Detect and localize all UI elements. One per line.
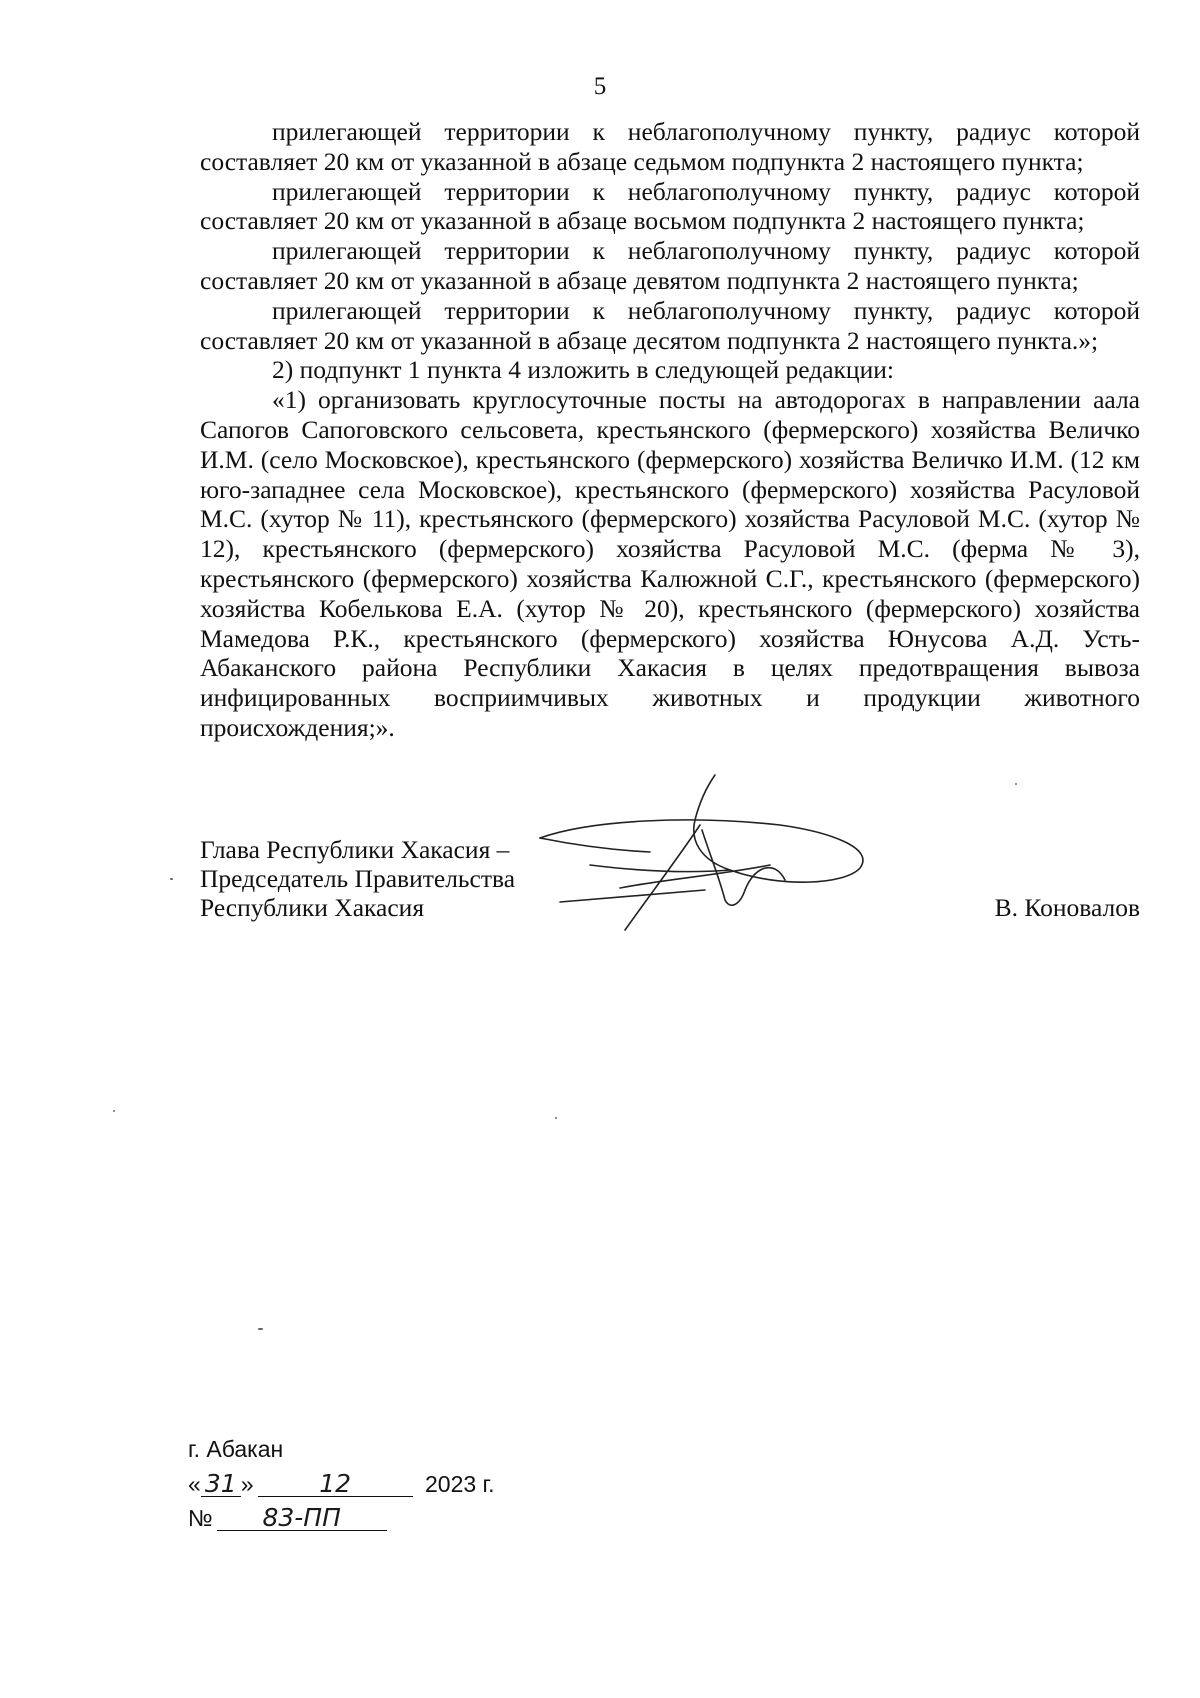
- document-number: 83-ПП: [217, 1503, 387, 1531]
- paragraph: «1) организовать круглосуточные посты на автодорогах в направлении аала Сапогов Сапоговского сельсовета, крестьянского (фермерского) хозяйства Величко И.М. (село Московское), крестьянского (фермерского) хозяйства Величко И.М. (12 км юго-западнее села Московское), крестьянского (фермерского) хозяйства Расуловой М.С. (хутор № 11), крестьянского (фермерского) хозяйства Расуловой М.С. (хутор № 12), крестьянского (фермерского) хозяйства Расуловой М.С. (ферма № 3), крестьянского (фермерского) хозяйства Калюжной С.Г., крестьянского (фермерского) хозяйства Кобелькова Е.А. (хутор № 20), крестьянского (фермерского) хозяйства Мамедова Р.К., крестьянского (фермерского) хозяйства Юнусова А.Д. Усть-Абаканского района Республики Хакасия в целях предотвращения вывоза инфицированных восприимчивых животных и продукции животного происхождения;».: [200, 385, 1140, 742]
- document-body: [200, 117, 1140, 743]
- paragraph: прилегающей территории к неблагополучному пункту, радиус которой составляет 20 км от указанной в абзаце восьмом подпункта 2 настоящего пункта;: [200, 176, 1140, 236]
- paragraph: прилегающей территории к неблагополучному пункту, радиус которой составляет 20 км от указанной в абзаце десятом подпункта 2 настоящего пункта.»;: [200, 295, 1140, 355]
- date-day: 31: [201, 1469, 241, 1497]
- city: г. Абакан: [188, 1436, 284, 1462]
- signatory-title-line: Глава Республики Хакасия –: [200, 835, 510, 864]
- signatory-title-line: Республики Хакасия: [200, 893, 425, 922]
- scan-speck: [170, 878, 173, 880]
- signer-name: В. Коновалов: [994, 893, 1140, 922]
- scan-speck: [555, 1117, 557, 1119]
- place-row: [188, 1435, 495, 1469]
- number-sign: №: [188, 1505, 213, 1531]
- date-month: 12: [258, 1469, 413, 1497]
- quote-open: «: [188, 1471, 201, 1497]
- signatory-title: [200, 835, 515, 922]
- date-row: [188, 1469, 495, 1503]
- place-date-block: [188, 1435, 495, 1537]
- handwritten-signature: [530, 770, 880, 945]
- scan-speck: [113, 1110, 115, 1112]
- scan-speck: [1015, 783, 1017, 785]
- signatory-title-line: Председатель Правительства: [200, 864, 516, 893]
- scan-speck: [258, 1328, 263, 1330]
- date-year: 2023 г.: [424, 1471, 495, 1497]
- quote-close: »: [240, 1471, 254, 1497]
- number-row: [188, 1503, 495, 1537]
- paragraph: 2) подпункт 1 пункта 4 изложить в следующей редакции:: [272, 355, 894, 385]
- paragraph: прилегающей территории к неблагополучному пункту, радиус которой составляет 20 км от указанной в абзаце девятом подпункта 2 настоящего пункта;: [200, 236, 1140, 295]
- paragraph: прилегающей территории к неблагополучному пункту, радиус которой составляет 20 км от указанной в абзаце седьмом подпункта 2 настоящего пункта;: [200, 117, 1140, 176]
- page-number: 5: [593, 73, 607, 100]
